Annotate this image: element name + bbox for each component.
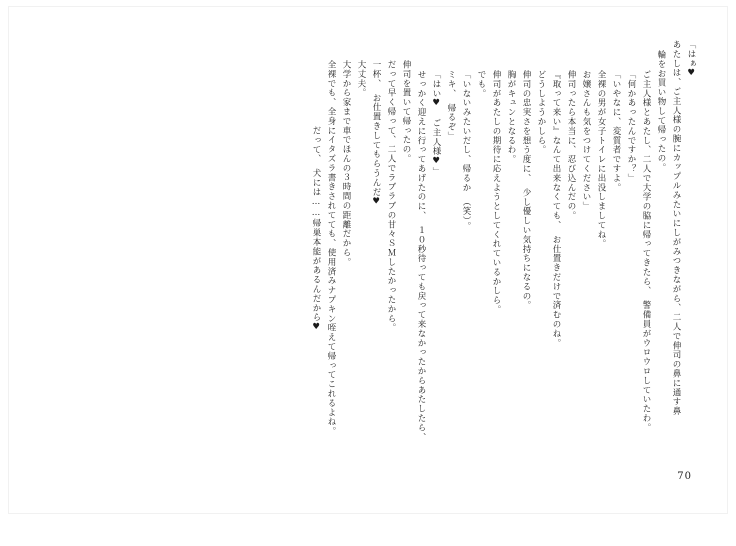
page-number: 70 — [677, 471, 692, 482]
text-column: あたしは、ご主人様の腕にカップルみたいにしがみつきながら、二人で伸司の鼻に通す鼻 — [671, 40, 681, 416]
text-column: だって、 犬には……帰巣本能があるんだから♥ — [311, 126, 321, 334]
text-column: お嬢さんも気をつけてください」 — [581, 70, 591, 211]
text-column: 伸司の忠実さを想う度に、 少し優しい気持ちになるの。 — [521, 70, 531, 311]
text-column: 全裸の男が女子トイレに出没しましてね。 — [596, 70, 606, 249]
text-column: だって早く帰って、二人でラブラブの甘々ＳＭしたかったから。 — [386, 60, 396, 333]
text-column: でも。 — [476, 70, 486, 99]
text-column: 輪をお買い物して帰ったの。 — [656, 50, 666, 173]
text-column: ミキ、 帰るぞ」 — [446, 70, 456, 141]
text-column: 全裸でも、全身にイタズラ書きされてても、使用済みナプキン咥えて帰ってこれるよね。 — [326, 60, 336, 436]
text-column: 「何かあったんですか？」 — [626, 70, 636, 183]
text-column: 伸司ったら本当に、忍び込んだの。 — [566, 70, 576, 221]
text-column: 「いないみたいだし、帰るか （笑）。 — [461, 70, 471, 231]
text-column: せっかく迎えに行ってあげたのに、 １０秒待っても戻って来なかったからあたしたら、 — [416, 70, 426, 442]
text-column: 胸がキュンとなるわ。 — [506, 70, 516, 164]
text-column: 「はぁ♥ — [686, 40, 696, 80]
vertical-text-body — [308, 40, 698, 460]
text-column: 一杯、 お仕置きしてもらうんだ♥ — [371, 60, 381, 208]
text-column: 伸司があたしの期待に応えようとしてくれているかしら。 — [491, 70, 501, 315]
text-column: 大丈夫。 — [356, 60, 366, 98]
text-column: どうしようかしら。 — [536, 70, 546, 155]
text-column: ご主人様とあたし、二人で大学の脇に帰ってきたら、 警備員がウロウロしていたわ。 — [641, 70, 651, 433]
text-column: 大学から家まで車でほんの３時間の距離だから。 — [341, 60, 351, 267]
text-column: 「いやなに、変質者ですよ。 — [611, 70, 621, 193]
text-column: 『取って来い』なんて出来なくても、 お仕置きだけで済むのね。 — [551, 70, 561, 348]
text-column: 伸司を置いて帰ったの。 — [401, 60, 411, 164]
text-column: 「はい♥ ご主人様♥」 — [431, 70, 441, 177]
